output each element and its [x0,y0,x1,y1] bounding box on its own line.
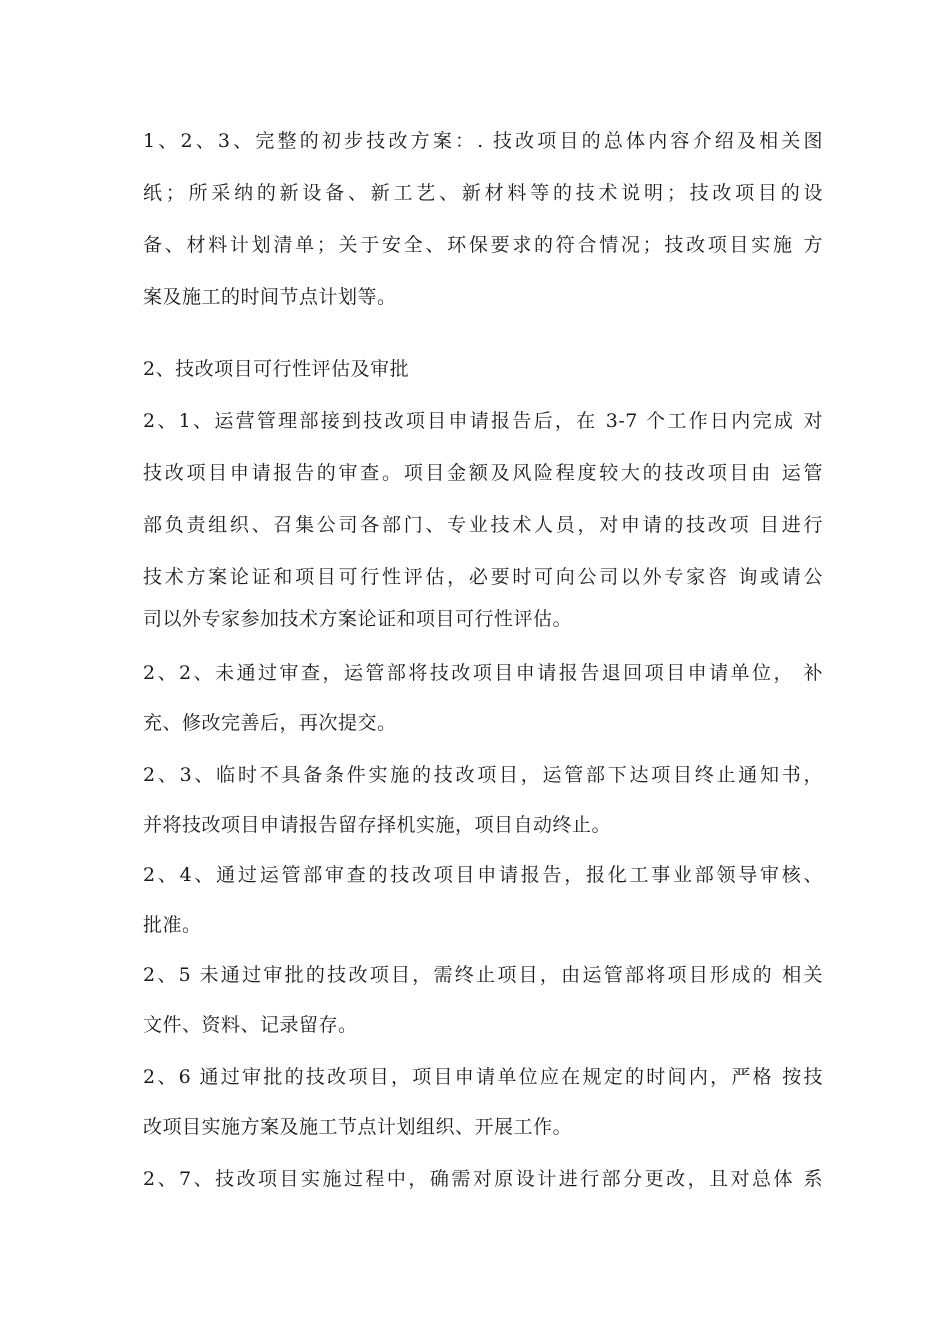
paragraph-line: 2、5 未通过审批的技改项目，需终止项目，由运管部将项目形成的 相关 [143,964,823,986]
paragraph-line: 2、7、技改项目实施过程中，确需对原设计进行部分更改，且对总体 系 [143,1168,823,1190]
paragraph-line: 技术方案论证和项目可行性评估，必要时可向公司以外专家咨 询或请公 [143,566,823,588]
paragraph-line: 2、1、运营管理部接到技改项目申请报告后，在 3-7 个工作日内完成 对 [143,410,823,432]
paragraph-line: 备、材料计划清单；关于安全、环保要求的符合情况；技改项目实施 方 [143,234,823,256]
paragraph-line: 文件、资料、记录留存。 [143,1014,358,1036]
paragraph-line: 部负责组织、召集公司各部门、专业技术人员，对申请的技改项 目进行 [143,514,823,536]
paragraph-line: 改项目实施方案及施工节点计划组织、开展工作。 [143,1116,573,1138]
paragraph-line: 司以外专家参加技术方案论证和项目可行性评估。 [143,608,573,630]
paragraph-line: 技改项目申请报告的审查。项目金额及风险程度较大的技改项目由 运管 [143,462,823,484]
paragraph-line: 批准。 [143,914,202,936]
paragraph-line: 2、2、未通过审查，运管部将技改项目申请报告退回项目申请单位， 补 [143,662,823,684]
paragraph-line: 纸；所采纳的新设备、新工艺、新材料等的技术说明；技改项目的设 [143,182,823,204]
paragraph-line: 2、4、通过运管部审查的技改项目申请报告，报化工事业部领导审核、 [143,864,823,886]
paragraph-line: 1、2、3、完整的初步技改方案：. 技改项目的总体内容介绍及相关图 [143,130,823,152]
paragraph-line: 2、6 通过审批的技改项目，项目申请单位应在规定的时间内，严格 按技 [143,1066,823,1088]
paragraph-line: 充、修改完善后，再次提交。 [143,712,397,734]
section-heading: 2、技改项目可行性评估及审批 [143,358,410,380]
paragraph-line: 并将技改项目申请报告留存择机实施，项目自动终止。 [143,814,612,836]
paragraph-line: 案及施工的时间节点计划等。 [143,286,397,308]
paragraph-line: 2、3、临时不具备条件实施的技改项目，运管部下达项目终止通知书， [143,764,823,786]
